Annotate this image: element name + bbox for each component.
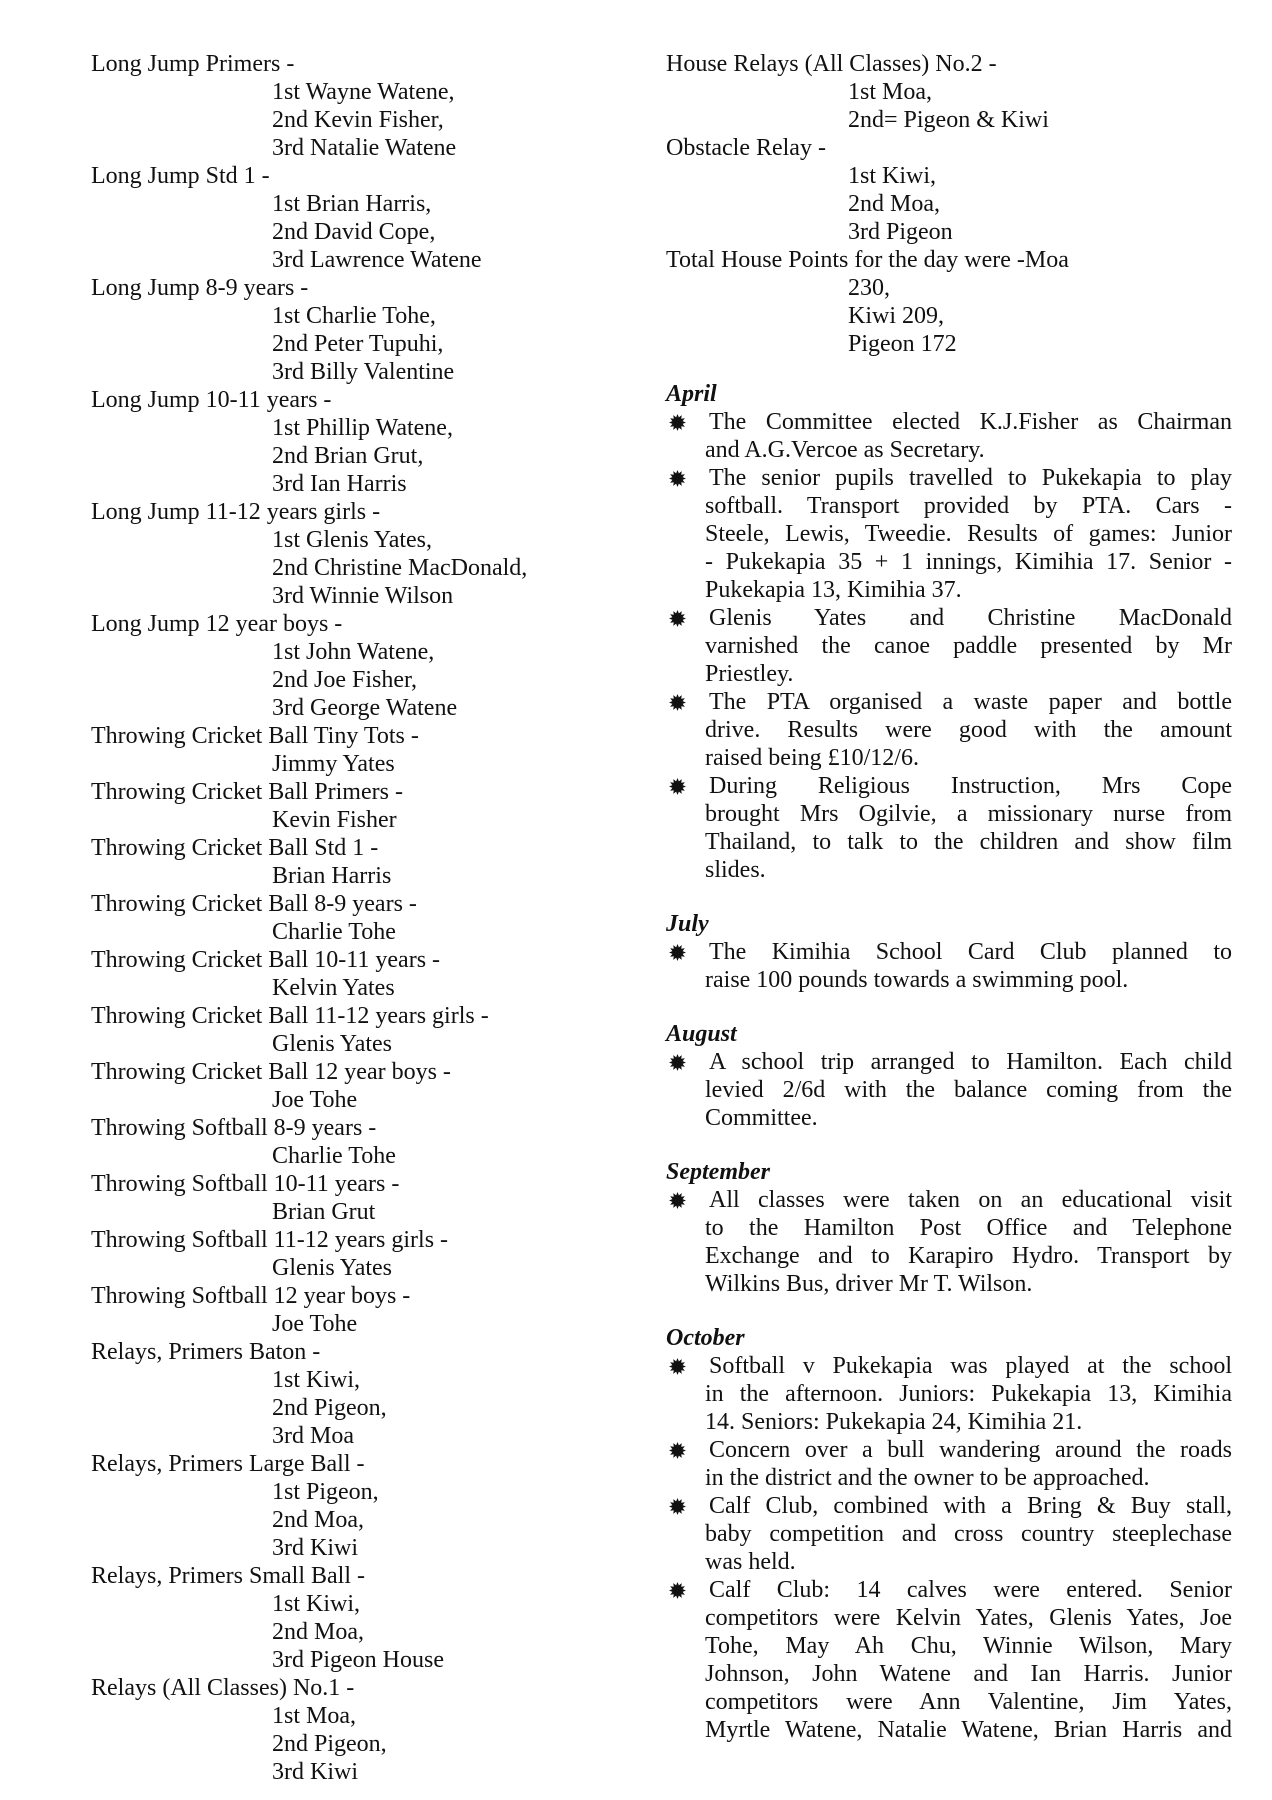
section-spacer (666, 884, 1232, 910)
event-entry (91, 1282, 651, 1338)
event-title: Relays, Primers Small Ball - (91, 1563, 365, 1589)
event-entry (91, 1170, 651, 1226)
event-entry (91, 778, 651, 834)
bullet-item (666, 1048, 1232, 1132)
event-result: 2nd Moa, (272, 1619, 364, 1645)
paragraph-line: Exchange and to Karapiro Hydro. Transport by (705, 1243, 1232, 1269)
month-section-april (666, 380, 1232, 884)
star-bullet-icon (666, 772, 688, 800)
event-result: 2nd= Pigeon & Kiwi (848, 107, 1049, 133)
event-result: 1st Kiwi, (272, 1367, 361, 1393)
event-title: Obstacle Relay - (666, 135, 826, 161)
event-entry (91, 610, 651, 722)
event-result: Jimmy Yates (272, 751, 395, 777)
event-result: 1st Phillip Watene, (272, 415, 453, 441)
star-bullet-icon (666, 464, 688, 492)
event-title: Relays (All Classes) No.1 - (91, 1675, 355, 1701)
paragraph-line: Committee. (705, 1105, 818, 1131)
paragraph-line: Myrtle Watene, Natalie Watene, Brian Harris and (705, 1717, 1232, 1743)
paragraph-line: was held. (705, 1549, 796, 1575)
bullet-item (666, 1576, 1232, 1744)
event-result: 2nd Christine MacDonald, (272, 555, 528, 581)
event-title: Relays, Primers Baton - (91, 1339, 321, 1365)
event-result: 1st Moa, (272, 1703, 356, 1729)
event-title: Long Jump 8-9 years - (91, 275, 309, 301)
star-bullet-icon (666, 938, 688, 966)
paragraph-line: brought Mrs Ogilvie, a missionary nurse from (705, 801, 1232, 827)
paragraph-line: to the Hamilton Post Office and Telephone (705, 1215, 1232, 1241)
event-entry (91, 50, 651, 162)
month-heading: April (666, 381, 717, 407)
event-entry (666, 134, 1232, 246)
paragraph-line: competitors were Kelvin Yates, Glenis Yates, Joe (705, 1605, 1232, 1631)
month-heading: September (666, 1159, 770, 1185)
month-section-august (666, 1020, 1232, 1132)
event-entry (91, 1002, 651, 1058)
event-result: 3rd Billy Valentine (272, 359, 455, 385)
section-spacer (666, 1132, 1232, 1158)
star-bullet-icon (666, 1352, 688, 1380)
event-result: 2nd Pigeon, (272, 1395, 387, 1421)
event-result: Glenis Yates (272, 1255, 393, 1281)
star-bullet-icon (666, 1048, 688, 1076)
bullet-item (666, 1186, 1232, 1298)
paragraph-line: The Kimihia School Card Club planned to (709, 939, 1232, 965)
event-result: Brian Harris (272, 863, 392, 889)
paragraph-line: Johnson, John Watene and Ian Harris. Junior (705, 1661, 1232, 1687)
event-title: Long Jump 11-12 years girls - (91, 499, 381, 525)
event-result: Kevin Fisher (272, 807, 397, 833)
event-title: Total House Points for the day were -Moa (666, 247, 1069, 273)
paragraph-line: Glenis Yates and Christine MacDonald (709, 605, 1232, 631)
paragraph-line: softball. Transport provided by PTA. Cars - (705, 493, 1232, 519)
event-result: 2nd Moa, (848, 191, 940, 217)
event-entry (91, 1562, 651, 1674)
event-entry (91, 834, 651, 890)
event-result: 3rd Kiwi (272, 1759, 358, 1785)
paragraph-line: - Pukekapia 35 + 1 innings, Kimihia 17. Senior - (705, 549, 1232, 575)
event-entry (91, 274, 651, 386)
event-title: Throwing Cricket Ball Tiny Tots - (91, 723, 419, 749)
paragraph-line: in the district and the owner to be approached. (705, 1465, 1150, 1491)
event-result: 2nd Joe Fisher, (272, 667, 418, 693)
event-result: 3rd Kiwi (272, 1535, 358, 1561)
event-result: Glenis Yates (272, 1031, 393, 1057)
month-heading: July (666, 911, 709, 937)
event-entry (91, 1114, 651, 1170)
paragraph-line: Thailand, to talk to the children and show film (705, 829, 1232, 855)
event-title: Throwing Softball 10-11 years - (91, 1171, 400, 1197)
event-result: 1st Charlie Tohe, (272, 303, 436, 329)
event-title: Throwing Softball 11-12 years girls - (91, 1227, 449, 1253)
star-bullet-icon (666, 1492, 688, 1520)
paragraph-line: Calf Club, combined with a Bring & Buy stall, (709, 1493, 1232, 1519)
bullet-item (666, 464, 1232, 604)
event-title: Throwing Softball 12 year boys - (91, 1283, 411, 1309)
right-column (666, 50, 1232, 1744)
paragraph-line: The senior pupils travelled to Pukekapia to play (709, 465, 1232, 491)
event-entry (91, 722, 651, 778)
event-result: 3rd Moa (272, 1423, 354, 1449)
event-entry (91, 1450, 651, 1562)
event-result: 3rd Pigeon House (272, 1647, 444, 1673)
event-title: Long Jump 12 year boys - (91, 611, 343, 637)
bullet-item (666, 1352, 1232, 1436)
event-result: 1st Moa, (848, 79, 932, 105)
event-entry (91, 162, 651, 274)
paragraph-line: The PTA organised a waste paper and bottle (709, 689, 1232, 715)
bullet-item (666, 688, 1232, 772)
paragraph-line: The Committee elected K.J.Fisher as Chairman (709, 409, 1232, 435)
event-result: 3rd Lawrence Watene (272, 247, 482, 273)
bullet-item (666, 772, 1232, 884)
event-entry (91, 1058, 651, 1114)
paragraph-line: Concern over a bull wandering around the roads (709, 1437, 1232, 1463)
bullet-item (666, 604, 1232, 688)
event-entry (91, 1674, 651, 1786)
event-result: 1st John Watene, (272, 639, 435, 665)
star-bullet-icon (666, 1186, 688, 1214)
star-bullet-icon (666, 688, 688, 716)
event-result: 230, (848, 275, 890, 301)
event-result: 2nd David Cope, (272, 219, 436, 245)
event-entry (91, 1226, 651, 1282)
event-title: Throwing Cricket Ball Std 1 - (91, 835, 379, 861)
event-title: House Relays (All Classes) No.2 - (666, 51, 997, 77)
event-title: Throwing Cricket Ball 11-12 years girls - (91, 1003, 489, 1029)
event-entry (666, 50, 1232, 134)
event-title: Long Jump Std 1 - (91, 163, 270, 189)
event-title: Throwing Softball 8-9 years - (91, 1115, 377, 1141)
event-result: Pigeon 172 (848, 331, 957, 357)
paragraph-line: Calf Club: 14 calves were entered. Senior (709, 1577, 1232, 1603)
event-entry (666, 246, 1232, 358)
bullet-item (666, 408, 1232, 464)
event-result: 3rd George Watene (272, 695, 458, 721)
event-result: Brian Grut (272, 1199, 376, 1225)
event-entry (91, 946, 651, 1002)
paragraph-line: Tohe, May Ah Chu, Winnie Wilson, Mary (705, 1633, 1232, 1659)
event-result: 2nd Brian Grut, (272, 443, 424, 469)
section-spacer (666, 1298, 1232, 1324)
event-result: 2nd Kevin Fisher, (272, 107, 444, 133)
paragraph-line: Steele, Lewis, Tweedie. Results of games: Junior (705, 521, 1232, 547)
event-result: 3rd Natalie Watene (272, 135, 457, 161)
star-bullet-icon (666, 1576, 688, 1604)
star-bullet-icon (666, 408, 688, 436)
paragraph-line: Wilkins Bus, driver Mr T. Wilson. (705, 1271, 1033, 1297)
left-column (91, 50, 651, 1786)
event-result: Kelvin Yates (272, 975, 395, 1001)
event-result: 1st Brian Harris, (272, 191, 432, 217)
event-entry (91, 498, 651, 610)
paragraph-line: raised being £10/12/6. (705, 745, 919, 771)
month-heading: August (666, 1021, 737, 1047)
month-section-october (666, 1324, 1232, 1744)
month-sections (666, 358, 1232, 1744)
event-result: Joe Tohe (272, 1311, 358, 1337)
event-title: Long Jump Primers - (91, 51, 295, 77)
month-section-september (666, 1158, 1232, 1298)
event-result: 3rd Ian Harris (272, 471, 407, 497)
bullet-item (666, 1492, 1232, 1576)
event-result: 3rd Winnie Wilson (272, 583, 454, 609)
paragraph-line: 14. Seniors: Pukekapia 24, Kimihia 21. (705, 1409, 1083, 1435)
event-result: 2nd Pigeon, (272, 1731, 387, 1757)
event-result: 1st Wayne Watene, (272, 79, 455, 105)
bullet-item (666, 1436, 1232, 1492)
event-title: Relays, Primers Large Ball - (91, 1451, 365, 1477)
paragraph-line: levied 2/6d with the balance coming from the (705, 1077, 1232, 1103)
paragraph-line: Softball v Pukekapia was played at the school (709, 1353, 1232, 1379)
paragraph-line: raise 100 pounds towards a swimming pool. (705, 967, 1129, 993)
paragraph-line: slides. (705, 857, 766, 883)
event-result: 3rd Pigeon (848, 219, 953, 245)
star-bullet-icon (666, 604, 688, 632)
event-title: Throwing Cricket Ball 10-11 years - (91, 947, 441, 973)
event-result: Charlie Tohe (272, 919, 396, 945)
right-events (666, 50, 1232, 358)
event-title: Long Jump 10-11 years - (91, 387, 332, 413)
event-result: 1st Kiwi, (272, 1591, 361, 1617)
paragraph-line: A school trip arranged to Hamilton. Each child (709, 1049, 1232, 1075)
section-spacer (666, 994, 1232, 1020)
event-result: Charlie Tohe (272, 1143, 396, 1169)
event-result: Kiwi 209, (848, 303, 944, 329)
event-title: Throwing Cricket Ball 12 year boys - (91, 1059, 451, 1085)
star-bullet-icon (666, 1436, 688, 1464)
paragraph-line: in the afternoon. Juniors: Pukekapia 13, Kimihia (705, 1381, 1232, 1407)
paragraph-line: All classes were taken on an educational visit (709, 1187, 1232, 1213)
bullet-item (666, 938, 1232, 994)
month-heading: October (666, 1325, 745, 1351)
paragraph-line: competitors were Ann Valentine, Jim Yates, (705, 1689, 1232, 1715)
event-entry (91, 386, 651, 498)
paragraph-line: varnished the canoe paddle presented by Mr (705, 633, 1232, 659)
paragraph-line: and A.G.Vercoe as Secretary. (705, 437, 985, 463)
event-result: 2nd Peter Tupuhi, (272, 331, 444, 357)
event-result: 1st Pigeon, (272, 1479, 379, 1505)
event-result: 1st Glenis Yates, (272, 527, 433, 553)
section-spacer (666, 358, 1232, 380)
paragraph-line: Pukekapia 13, Kimihia 37. (705, 577, 962, 603)
paragraph-line: During Religious Instruction, Mrs Cope (709, 773, 1232, 799)
event-result: 1st Kiwi, (848, 163, 937, 189)
paragraph-line: baby competition and cross country steeplechase (705, 1521, 1232, 1547)
event-entry (91, 1338, 651, 1450)
event-result: 2nd Moa, (272, 1507, 364, 1533)
event-result: Joe Tohe (272, 1087, 358, 1113)
month-section-july (666, 910, 1232, 994)
paragraph-line: Priestley. (705, 661, 794, 687)
event-entry (91, 890, 651, 946)
event-title: Throwing Cricket Ball Primers - (91, 779, 403, 805)
event-title: Throwing Cricket Ball 8-9 years - (91, 891, 417, 917)
paragraph-line: drive. Results were good with the amount (705, 717, 1232, 743)
